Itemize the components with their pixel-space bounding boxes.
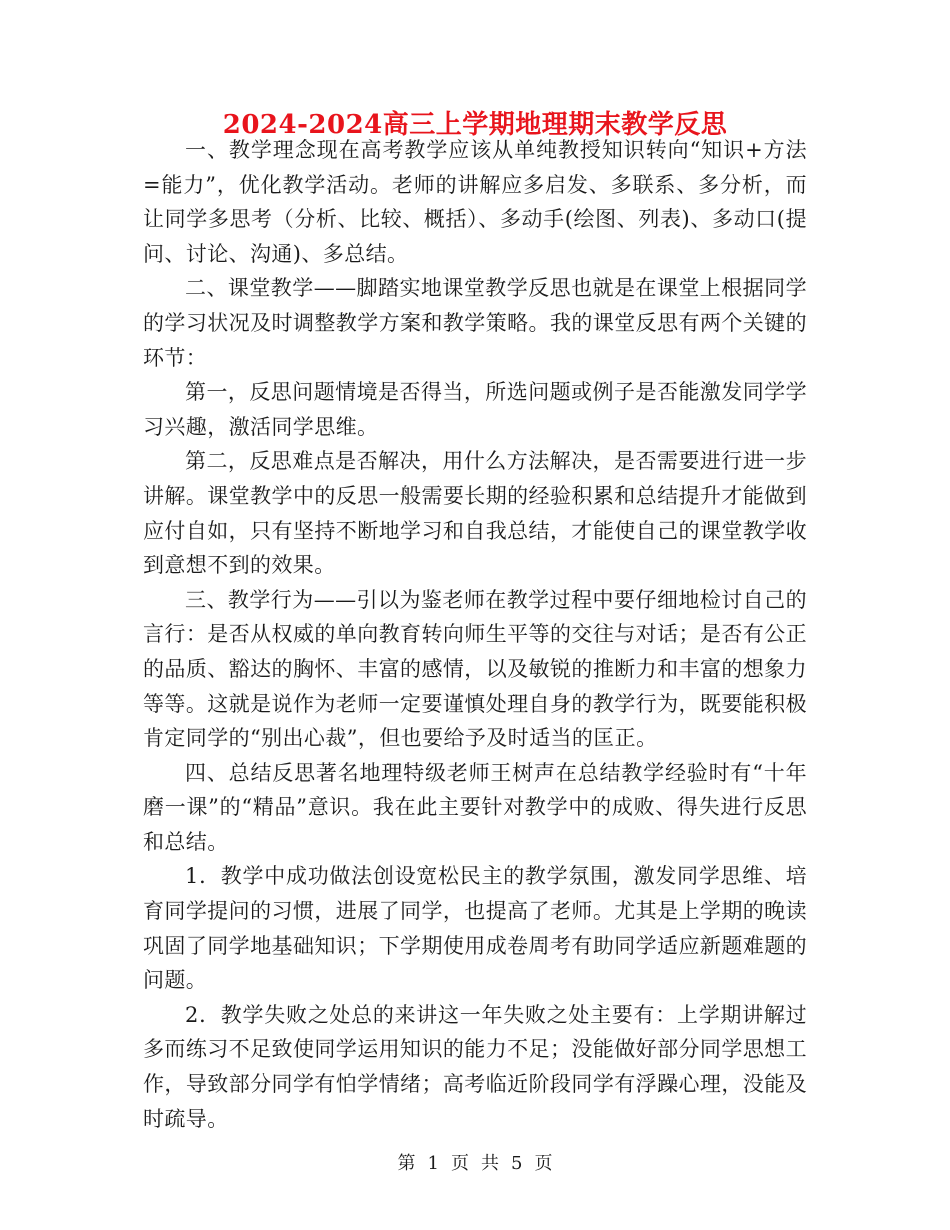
- paragraph-first-reflection: 第一，反思问题情境是否得当，所选问题或例子是否能激发同学学习兴趣，激活同学思维。: [143, 380, 807, 439]
- document-title: 2024-2024高三上学期地理期末教学反思: [222, 110, 728, 140]
- footer-label-ye: 页: [451, 1153, 469, 1174]
- paragraph-second-reflection: 第二，反思难点是否解决，用什么方法解决，是否需要进行进一步讲解。课堂教学中的反思一般需要长期的经验积累和总结提升才能做到应付自如，只有坚持不断地学习和自我总结，才能使自己的课堂教学收到意想不到的效果。: [143, 449, 807, 578]
- paragraph-summary-reflection: 四、总结反思著名地理特级老师王树声在总结教学经验时有“十年磨一课”的“精品”意识。我在此主要针对教学中的成败、得失进行反思和总结。: [143, 760, 807, 854]
- paragraph-teaching-behavior: 三、教学行为——引以为鉴老师在教学过程中要仔细地检讨自己的言行：是否从权威的单向教育转向师生平等的交往与对话；是否有公正的品质、豁达的胸怀、丰富的感情，以及敏锐的推断力和丰富的想象力等等。这就是说作为老师一定要谨慎处理自身的教学行为，既要能积极肯定同学的“别出心裁”，但也要给予及时适当的匡正。: [143, 587, 807, 751]
- paragraph-teaching-philosophy: 一、教学理念现在高考教学应该从单纯教授知识转向“知识+方法=能力”，优化教学活动。老师的讲解应多启发、多联系、多分析，而让同学多思考（分析、比较、概括）、多动手(绘图、列表)、多动口(提问、讨论、沟通)、多总结。: [143, 138, 807, 266]
- footer-label-ye-2: 页: [534, 1153, 553, 1174]
- page-number-current: 1: [427, 1153, 439, 1174]
- paragraph-classroom-teaching: 二、课堂教学——脚踏实地课堂教学反思也就是在课堂上根据同学的学习状况及时调整教学方案和教学策略。我的课堂反思有两个关键的环节：: [143, 276, 807, 370]
- footer-label-gong: 共: [481, 1153, 499, 1174]
- document-body: [143, 133, 807, 1136]
- paragraph-failures: 2．教学失败之处总的来讲这一年失败之处主要有：上学期讲解过多而练习不足致使同学运用知识的能力不足；没能做好部分同学思想工作，导致部分同学有怕学情绪；高考临近阶段同学有浮躁心理，没能及时疏导。: [143, 1002, 807, 1131]
- paragraph-successes: 1．教学中成功做法创设宽松民主的教学氛围，激发同学思维、培育同学提问的习惯，进展了同学，也提高了老师。尤其是上学期的晚读巩固了同学地基础知识；下学期使用成卷周考有助同学适应新题难题的问题。: [143, 864, 807, 993]
- page-footer: [0, 1152, 950, 1176]
- page-number-total: 5: [511, 1153, 523, 1174]
- footer-label-di: 第: [397, 1153, 416, 1174]
